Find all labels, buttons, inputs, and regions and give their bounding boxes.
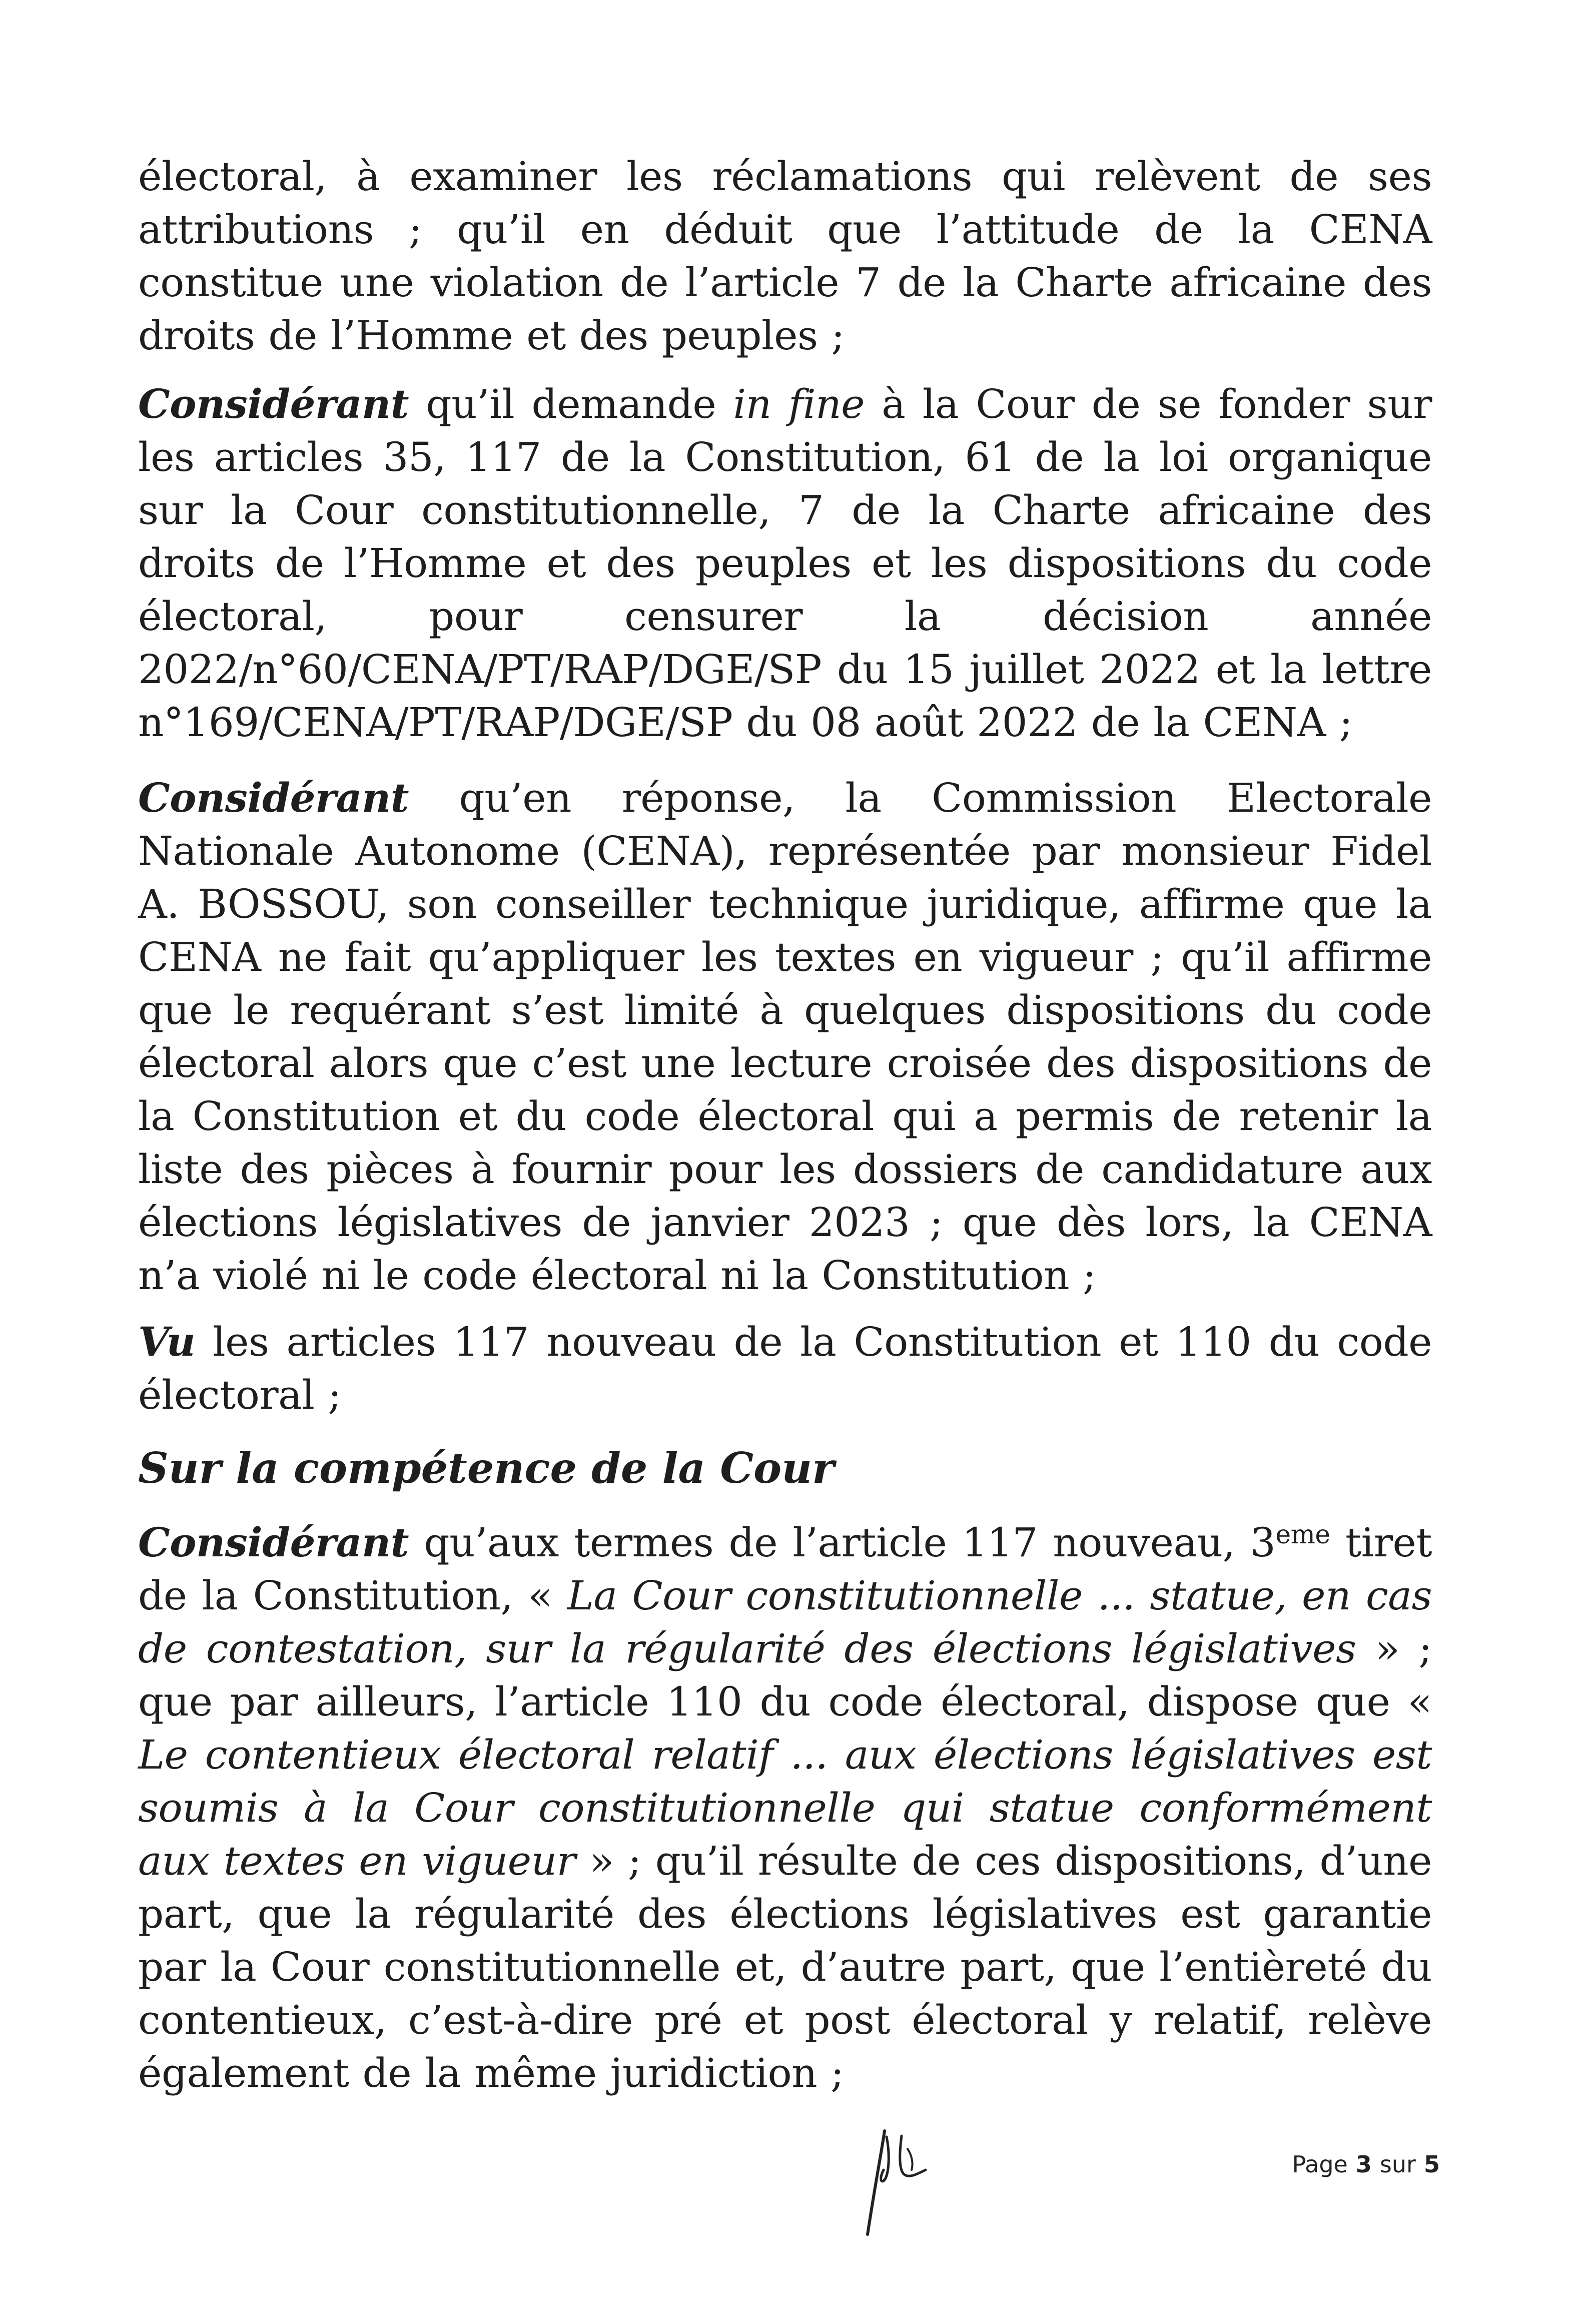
paragraph-5 (138, 1516, 1432, 2100)
paragraph-text: les articles 117 nouveau de la Constitution et 110 du code électoral ; (138, 1319, 1432, 1418)
paragraph-3 (138, 771, 1432, 1302)
paragraph-4 (138, 1315, 1432, 1422)
paragraph-text: tiret de la Constitution, « (138, 1519, 1432, 1619)
page-current: 3 (1355, 2151, 1372, 2178)
page-label: Page (1292, 2151, 1348, 2178)
quoted-italic-text: in fine (733, 381, 865, 427)
paragraph-text: qu’aux termes de l’article 117 nouveau, 3 (409, 1519, 1276, 1566)
page-total: 5 (1423, 2151, 1440, 2178)
ordinal-superscript: eme (1275, 1520, 1330, 1550)
quoted-italic-text: Le contentieux électoral relatif ... aux élections législatives est soumis à la Cour constitutionnelle qui statue conformément aux textes en vigueur (138, 1732, 1432, 1884)
paragraph-1 (138, 150, 1432, 362)
paragraph-text: » ; qu’il résulte de ces dispositions, d’une part, que la régularité des élections législatives est garantie par la Cour constitutionnelle et, d’autre part, que l’entièreté du contentieux, c’est-à-dire pré et post électoral y relatif, relève également de la même juridiction ; (138, 1838, 1432, 2096)
page-number (1292, 2151, 1440, 2178)
body-text (138, 150, 1432, 2117)
paragraph-text: » ; que par ailleurs, l’article 110 du code électoral, dispose que « (138, 1625, 1432, 1725)
paragraph-text: qu’il demande (409, 381, 733, 427)
paragraph-2 (138, 377, 1432, 749)
section-heading: Sur la compétence de la Cour (138, 1443, 835, 1493)
keyword-text: Vu (138, 1318, 196, 1365)
paragraph-text: électoral, à examiner les réclamations qui relèvent de ses attributions ; qu’il en déduit que l’attitude de la CENA constitue une violation de l’article 7 de la Charte africaine des droits de l’Homme et des peuples ; (138, 153, 1432, 359)
paragraph-text: qu’en réponse, la Commission Electorale Nationale Autonome (CENA), représentée par monsieur Fidel A. BOSSOU, son conseiller technique juridique, affirme que la CENA ne fait qu’appliquer les textes en vigueur ; qu’il affirme que le requérant s’est limité à quelques dispositions du code électoral alors que c’est une lecture croisée des dispositions de la Constitution et du code électoral qui a permis de retenir la liste des pièces à fournir pour les dossiers de candidature aux élections législatives de janvier 2023 ; que dès lors, la CENA n’a violé ni le code électoral ni la Constitution ; (138, 775, 1432, 1299)
paragraph-text: à la Cour de se fonder sur les articles 35, 117 de la Constitution, 61 de la loi organique sur la Cour constitutionnelle, 7 de la Charte africaine des droits de l’Homme et des peuples et les dispositions du code électoral, pour censurer la décision année 2022/n°60/CENA/PT/RAP/DGE/SP du 15 juillet 2022 et la lettre n°169/CENA/PT/RAP/DGE/SP du 08 août 2022 de la CENA ; (138, 381, 1432, 746)
quoted-italic-text: La Cour constitutionnelle ... statue, en cas de contestation, sur la régularité des élections législatives (138, 1572, 1432, 1672)
keyword-text: Considérant (138, 774, 409, 821)
keyword-text: Considérant (138, 1519, 409, 1566)
signature-initials (856, 2122, 941, 2242)
keyword-text: Considérant (138, 380, 409, 427)
page-separator: sur (1379, 2151, 1416, 2178)
